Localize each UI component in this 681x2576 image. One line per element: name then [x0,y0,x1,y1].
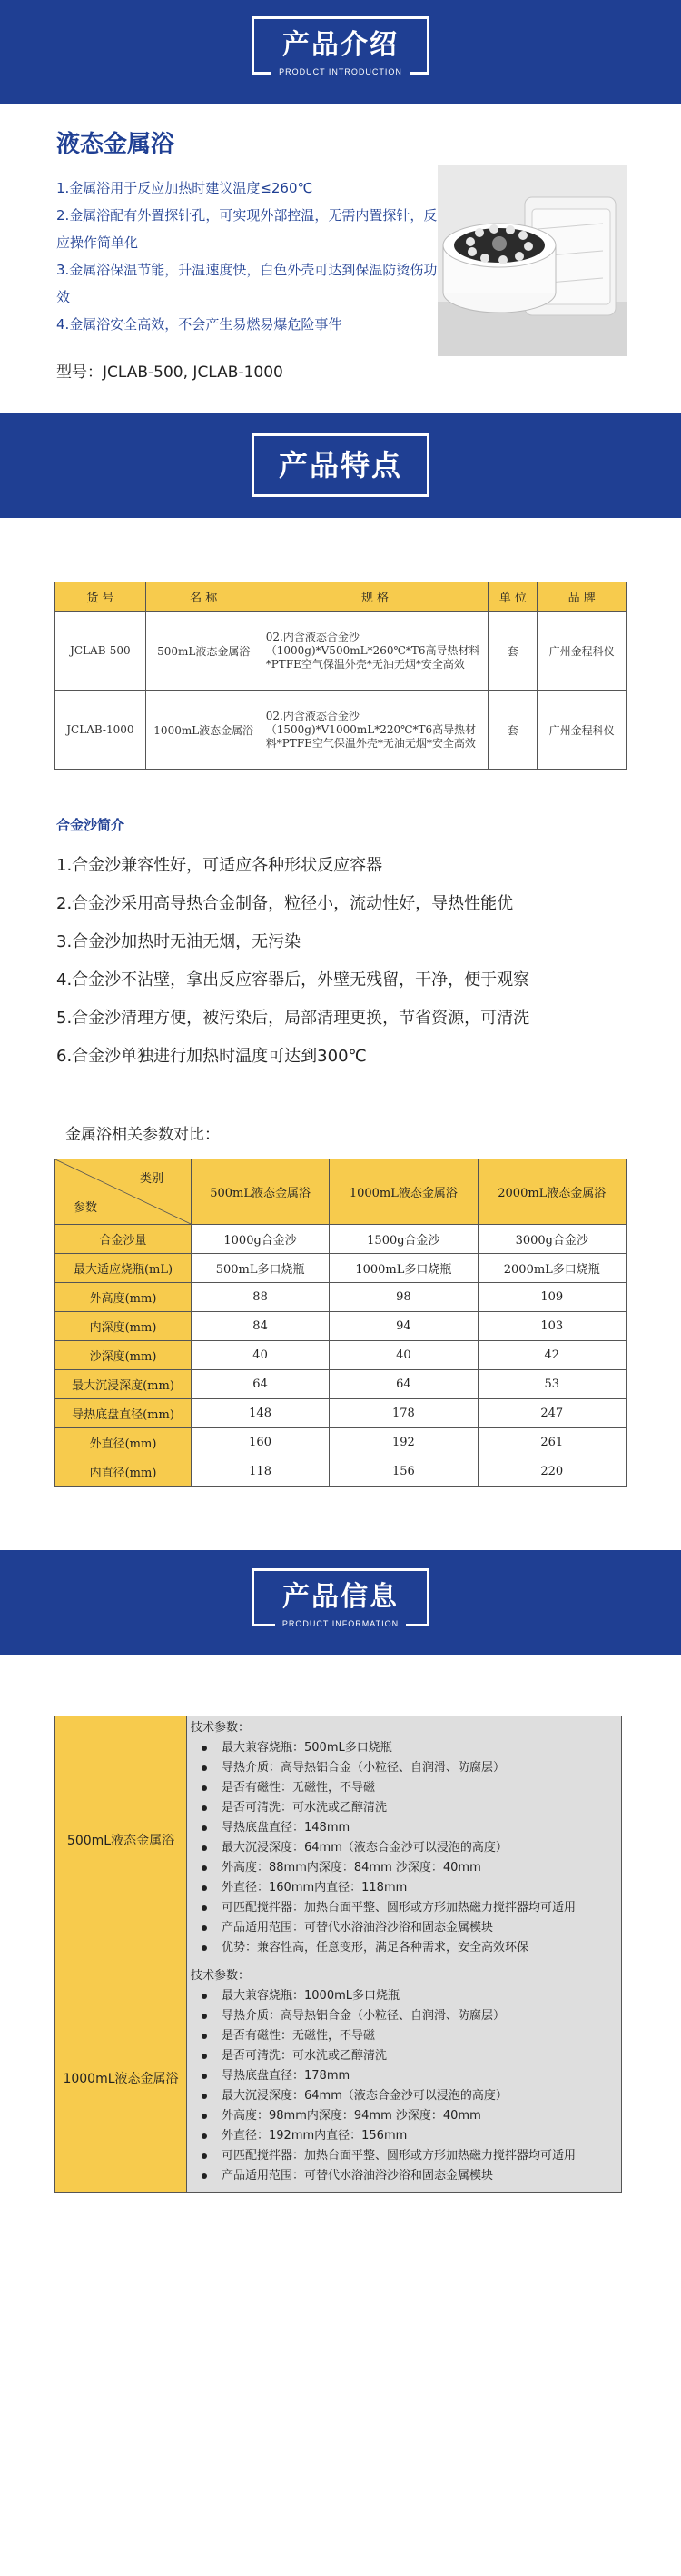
list-item: 导热底盘直径：148mm [191,1818,617,1838]
table-row [55,1399,627,1428]
list-item: 导热介质：高导热铝合金（小粒径、自润滑、防腐层） [191,2006,617,2026]
compare-cell: 40 [192,1341,330,1370]
compare-row-label: 内深度(mm) [55,1312,192,1341]
compare-header-row [55,1159,627,1225]
list-item: 最大兼容烧瓶：1000mL多口烧瓶 [191,1986,617,2006]
list-item: 产品适用范围：可替代水浴油浴沙浴和固态金属模块 [191,2166,617,2186]
intro-line-3: 3.金属浴保温节能，升温速度快，白色外壳可达到保温防烫伤功效 [56,262,438,305]
list-item: 是否可清洗：可水洗或乙醇清洗 [191,1798,617,1818]
compare-cell: 2000mL多口烧瓶 [478,1254,626,1283]
compare-cell: 178 [330,1399,478,1428]
table-row [55,1283,627,1312]
spec-cell-unit: 套 [489,612,538,691]
info-details [187,1964,622,2193]
compare-cell: 160 [192,1428,330,1457]
compare-cell: 64 [192,1370,330,1399]
compare-row-label: 最大适应烧瓶(mL) [55,1254,192,1283]
compare-row-label: 最大沉浸深度(mm) [55,1370,192,1399]
compare-row-label: 导热底盘直径(mm) [55,1399,192,1428]
compare-cell: 148 [192,1399,330,1428]
table-row [55,1341,627,1370]
compare-corner-cell [55,1159,192,1225]
spec-cell-name: 1000mL液态金属浴 [145,691,262,770]
info-heading: 技术参数： [191,1721,251,1735]
table-row [55,1312,627,1341]
spec-cell-brand: 广州金程科仪 [538,612,627,691]
compare-cell: 40 [330,1341,478,1370]
compare-col-500: 500mL液态金属浴 [192,1159,330,1225]
alloy-line-3: 3.合金沙加热时无油无烟，无污染 [56,932,301,951]
info-label: 1000mL液态金属浴 [55,1964,187,2193]
compare-cell: 247 [478,1399,626,1428]
compare-cell: 98 [330,1283,478,1312]
compare-cell: 1000mL多口烧瓶 [330,1254,478,1283]
spec-cell-code: JCLAB-1000 [55,691,146,770]
table-row [55,1457,627,1487]
table-row [55,1370,627,1399]
list-item: 优势：兼容性高，任意变形，满足各种需求，安全高效环保 [191,1938,617,1958]
features-header-band [0,413,681,518]
alloy-line-4: 4.合金沙不沾壁，拿出反应容器后，外壁无残留，干净，便于观察 [56,970,530,990]
compare-cell: 192 [330,1428,478,1457]
compare-cell: 84 [192,1312,330,1341]
info-heading: 技术参数： [191,1969,251,1983]
spec-cell-unit: 套 [489,691,538,770]
info-list [191,1738,617,1958]
info-header-subtitle: PRODUCT INFORMATION [0,1619,681,1628]
compare-cell: 94 [330,1312,478,1341]
alloy-line-5: 5.合金沙清理方便，被污染后，局部清理更换，节省资源，可清洗 [56,1009,530,1028]
compare-cell: 64 [330,1370,478,1399]
list-item: 可匹配搅拌器：加热台面平整、圆形或方形加热磁力搅拌器均可适用 [191,1898,617,1918]
compare-table [54,1159,627,1487]
compare-cell: 500mL多口烧瓶 [192,1254,330,1283]
list-item: 可匹配搅拌器：加热台面平整、圆形或方形加热磁力搅拌器均可适用 [191,2146,617,2166]
compare-row-label: 合金沙量 [55,1225,192,1254]
compare-cell: 1000g合金沙 [192,1225,330,1254]
features-header-title: 产品特点 [278,448,402,482]
intro-header-title: 产品介绍 [282,29,399,61]
intro-header-box [252,16,429,75]
list-item: 是否有磁性：无磁性，不导磁 [191,2026,617,2046]
info-header-box [252,1568,429,1626]
spec-header-name: 名 称 [145,582,262,612]
info-label: 500mL液态金属浴 [55,1716,187,1964]
spec-header-spec: 规 格 [262,582,488,612]
compare-cell: 118 [192,1457,330,1487]
table-row [55,1964,622,2193]
list-item: 外直径：160mm内直径：118mm [191,1878,617,1898]
compare-corner-bottom: 参数 [74,1201,98,1215]
list-item: 最大沉浸深度：64mm（液态合金沙可以浸泡的高度） [191,2086,617,2106]
list-item: 外高度：88mm内深度：84mm 沙深度：40mm [191,1858,617,1878]
table-row [55,1254,627,1283]
intro-line-4: 4.金属浴安全高效，不会产生易燃易爆危险事件 [56,316,342,333]
intro-header-subtitle: PRODUCT INTRODUCTION [0,67,681,76]
alloy-line-1: 1.合金沙兼容性好，可适应各种形状反应容器 [56,856,383,875]
info-details [187,1716,622,1964]
info-table [54,1716,622,2193]
intro-header-band [0,0,681,104]
list-item: 是否有磁性：无磁性，不导磁 [191,1778,617,1798]
info-list [191,1986,617,2186]
compare-cell: 109 [478,1283,626,1312]
list-item: 外高度：98mm内深度：94mm 沙深度：40mm [191,2106,617,2126]
compare-row-label: 外高度(mm) [55,1283,192,1312]
table-row [55,1428,627,1457]
compare-corner-top: 类别 [139,1172,163,1186]
spec-cell-spec: 02.内含液态合金沙（1000g)*V500mL*260℃*T6高导热材料*PTFE空气保温外壳*无油无烟*安全高效 [262,612,488,691]
list-item: 导热介质：高导热铝合金（小粒径、自润滑、防腐层） [191,1758,617,1778]
compare-cell: 220 [478,1457,626,1487]
alloy-title: 合金沙简介 [56,817,125,833]
spec-cell-code: JCLAB-500 [55,612,146,691]
compare-row-label: 外直径(mm) [55,1428,192,1457]
features-header-box [252,433,429,497]
compare-row-label: 沙深度(mm) [55,1341,192,1370]
info-header-band [0,1550,681,1655]
spec-table-header-row [55,582,627,612]
compare-title: 金属浴相关参数对比： [65,1126,220,1144]
list-item: 导热底盘直径：178mm [191,2066,617,2086]
spec-cell-spec: 02.内含液态合金沙（1500g)*V1000mL*220℃*T6高导热材料*PTFE空气保温外壳*无油无烟*安全高效 [262,691,488,770]
compare-cell: 103 [478,1312,626,1341]
intro-line-1: 1.金属浴用于反应加热时建议温度≤260℃ [56,180,313,196]
table-row [55,1225,627,1254]
intro-line-2: 2.金属浴配有外置探针孔，可实现外部控温，无需内置探针，反应操作简单化 [56,207,438,251]
compare-cell: 3000g合金沙 [478,1225,626,1254]
compare-cell: 53 [478,1370,626,1399]
list-item: 是否可清洗：可水洗或乙醇清洗 [191,2046,617,2066]
product-image [438,165,627,356]
spec-header-code: 货 号 [55,582,146,612]
alloy-line-6: 6.合金沙单独进行加热时温度可达到300℃ [56,1047,367,1066]
table-row [55,1716,622,1964]
table-row [55,612,627,691]
list-item: 产品适用范围：可替代水浴油浴沙浴和固态金属模块 [191,1918,617,1938]
compare-cell: 261 [478,1428,626,1457]
list-item: 外直径：192mm内直径：156mm [191,2126,617,2146]
alloy-line-2: 2.合金沙采用高导热合金制备，粒径小，流动性好，导热性能优 [56,894,514,913]
compare-col-2000: 2000mL液态金属浴 [478,1159,626,1225]
compare-col-1000: 1000mL液态金属浴 [330,1159,478,1225]
spec-cell-brand: 广州金程科仪 [538,691,627,770]
spec-table [54,582,627,770]
compare-row-label: 内直径(mm) [55,1457,192,1487]
spec-header-unit: 单 位 [489,582,538,612]
spec-cell-name: 500mL液态金属浴 [145,612,262,691]
compare-cell: 42 [478,1341,626,1370]
product-name: 液态金属浴 [56,131,175,158]
spec-header-brand: 品 牌 [538,582,627,612]
table-row [55,691,627,770]
compare-cell: 88 [192,1283,330,1312]
list-item: 最大兼容烧瓶：500mL多口烧瓶 [191,1738,617,1758]
compare-cell: 1500g合金沙 [330,1225,478,1254]
model-line: 型号：JCLAB-500, JCLAB-1000 [56,363,283,382]
info-header-title: 产品信息 [282,1581,399,1613]
compare-cell: 156 [330,1457,478,1487]
list-item: 最大沉浸深度：64mm（液态合金沙可以浸泡的高度） [191,1838,617,1858]
